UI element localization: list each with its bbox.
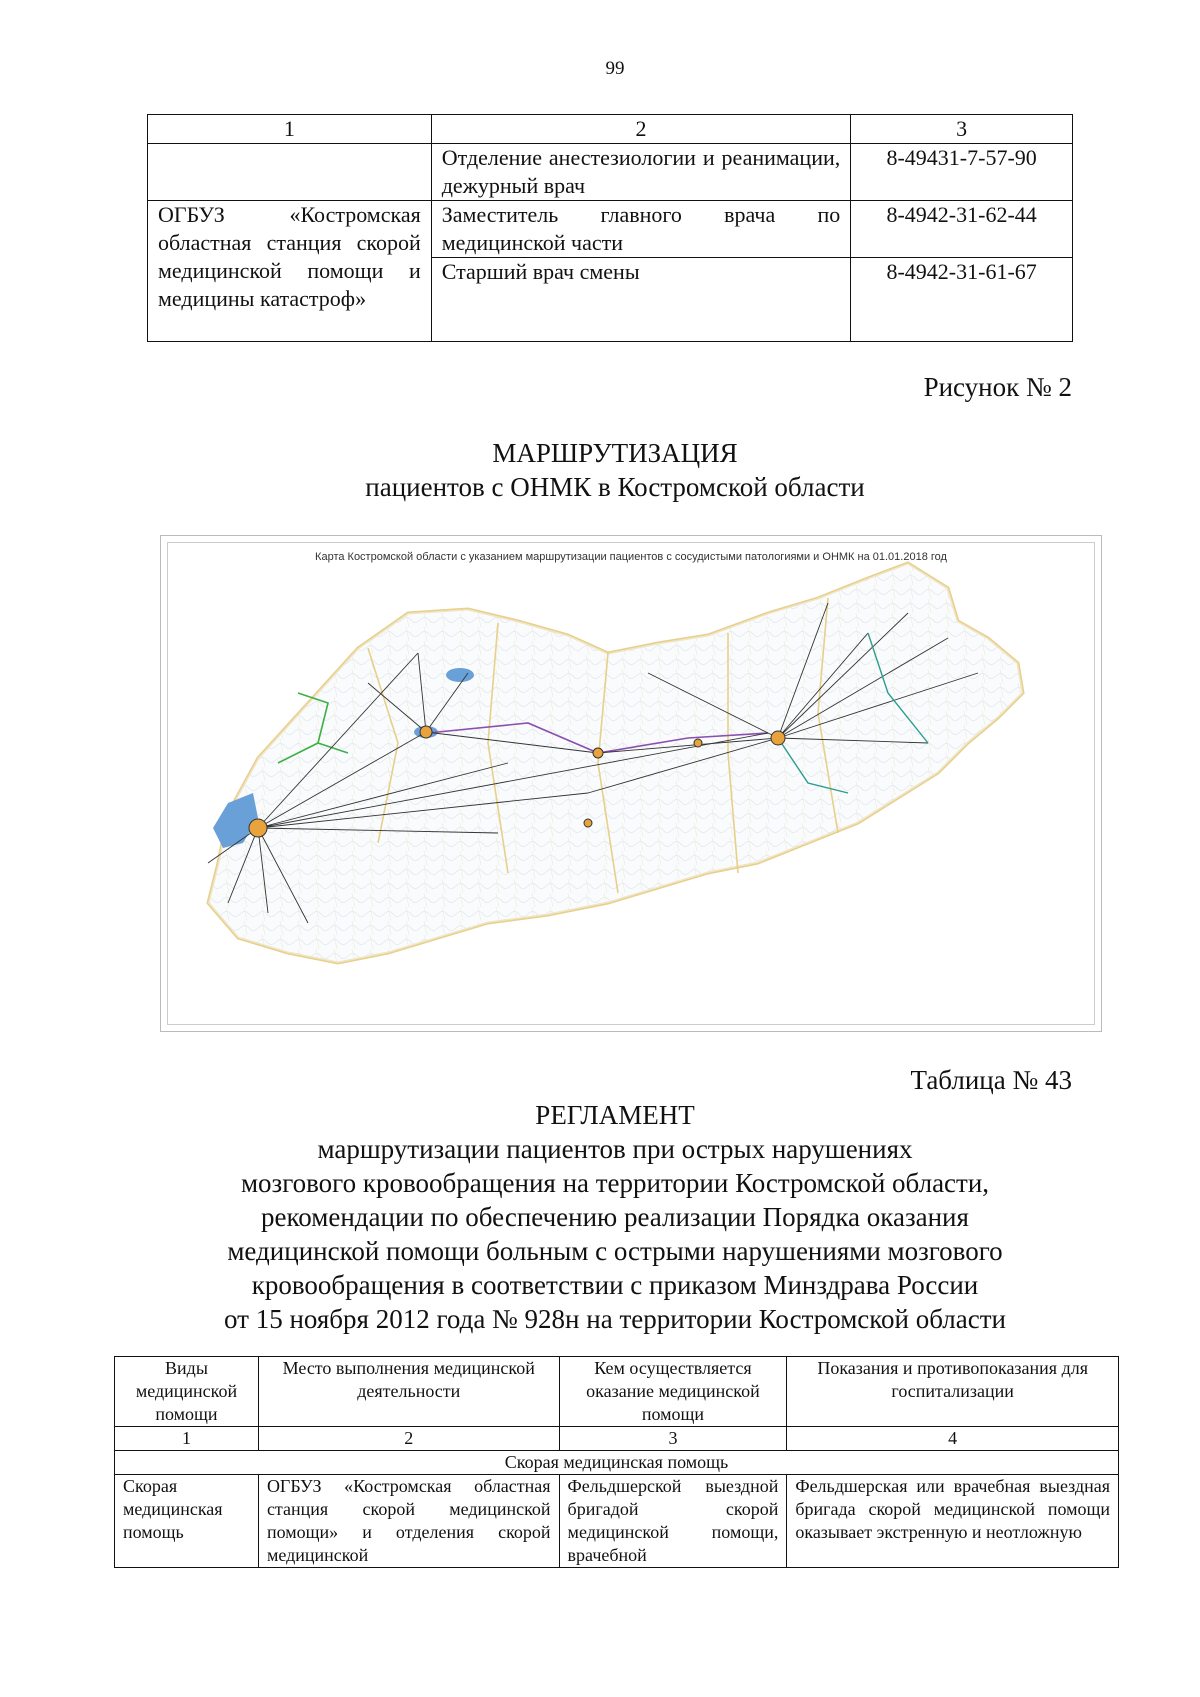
header-cell: Виды медицинской помощи xyxy=(115,1357,259,1427)
routing-map xyxy=(160,535,1102,1032)
org-cell: ОГБУЗ «Костромская областная станция скорой медицинской помощи и медицины катастроф» xyxy=(148,201,432,342)
hub-makaryev xyxy=(584,819,592,827)
reglament-title-line: РЕГЛАМЕНТ xyxy=(535,1100,695,1130)
hub-galich xyxy=(420,726,432,738)
table-label: Таблица № 43 xyxy=(910,1065,1072,1095)
table-header-row xyxy=(115,1357,1119,1427)
header-cell: Показания и противопоказания для госпитализации xyxy=(787,1357,1119,1427)
hub-kostroma xyxy=(249,819,267,837)
reglament-title xyxy=(0,1098,1200,1336)
map-canvas xyxy=(167,542,1095,1025)
place-cell: ОГБУЗ «Костромская областная станция скорой медицинской помощи» и отделения скорой медицинской xyxy=(258,1475,559,1568)
reglament-title-line: маршрутизации пациентов при острых нарушениях xyxy=(317,1134,913,1164)
phone-cell: 8-49431-7-57-90 xyxy=(851,144,1073,201)
figure-title xyxy=(0,436,1200,504)
figure-subtitle-line: пациентов с ОНМК в Костромской области xyxy=(365,472,865,502)
map-caption: Карта Костромской области с указанием маршрутизации пациентов с сосудистыми патологиями и ОНМК на 01.01.2018 год xyxy=(315,551,947,563)
header-cell: Место выполнения медицинской деятельности xyxy=(258,1357,559,1427)
page-number: 99 xyxy=(605,58,625,79)
reglament-title-line: медицинской помощи больным с острыми нарушениями мозгового xyxy=(227,1236,1003,1266)
table-row xyxy=(115,1475,1119,1568)
map-illustration xyxy=(168,543,1094,1024)
column-number: 1 xyxy=(115,1427,259,1451)
department-cell: Заместитель главного врача по медицинской части xyxy=(431,201,851,258)
lake-galichskoe xyxy=(446,668,474,682)
department-cell: Старший врач смены xyxy=(431,258,851,342)
org-cell xyxy=(148,144,432,201)
hub-kologriv xyxy=(694,739,702,747)
department-cell: Отделение анестезиологии и реанимации, дежурный врач xyxy=(431,144,851,201)
figure-title-line: МАРШРУТИЗАЦИЯ xyxy=(492,438,738,468)
phone-cell: 8-4942-31-62-44 xyxy=(851,201,1073,258)
column-number: 4 xyxy=(787,1427,1119,1451)
phone-cell: 8-4942-31-61-67 xyxy=(851,258,1073,342)
table-row xyxy=(148,144,1073,201)
reglament-title-line: от 15 ноября 2012 года № 928н на территории Костромской области xyxy=(224,1304,1006,1334)
care-type-cell: Скорая медицинская помощь xyxy=(115,1475,259,1568)
column-number: 2 xyxy=(258,1427,559,1451)
section-row xyxy=(115,1451,1119,1475)
provider-cell: Фельдшерской выездной бригадой скорой медицинской помощи, врачебной xyxy=(559,1475,787,1568)
column-number: 3 xyxy=(851,115,1073,144)
column-number: 2 xyxy=(431,115,851,144)
column-number: 3 xyxy=(559,1427,787,1451)
reglament-title-line: мозгового кровообращения на территории Костромской области, xyxy=(240,1168,990,1198)
header-cell: Кем осуществляется оказание медицинской помощи xyxy=(559,1357,787,1427)
column-number: 1 xyxy=(148,115,432,144)
reglament-title-line: кровообращения в соответствии с приказом Минздрава России xyxy=(251,1270,979,1300)
contacts-table xyxy=(147,114,1073,342)
reglament-table xyxy=(114,1356,1119,1568)
indications-cell: Фельдшерская или врачебная выездная бригада скорой медицинской помощи оказывает экстренную и неотложную xyxy=(787,1475,1119,1568)
hub-sharya xyxy=(771,731,785,745)
hub-manturovo xyxy=(593,748,603,758)
section-title: Скорая медицинская помощь xyxy=(115,1451,1119,1475)
table-row xyxy=(148,201,1073,258)
reglament-title-line: рекомендации по обеспечению реализации Порядка оказания xyxy=(261,1202,969,1232)
figure-label: Рисунок № 2 xyxy=(923,372,1072,402)
table-header-row xyxy=(148,115,1073,144)
column-number-row xyxy=(115,1427,1119,1451)
